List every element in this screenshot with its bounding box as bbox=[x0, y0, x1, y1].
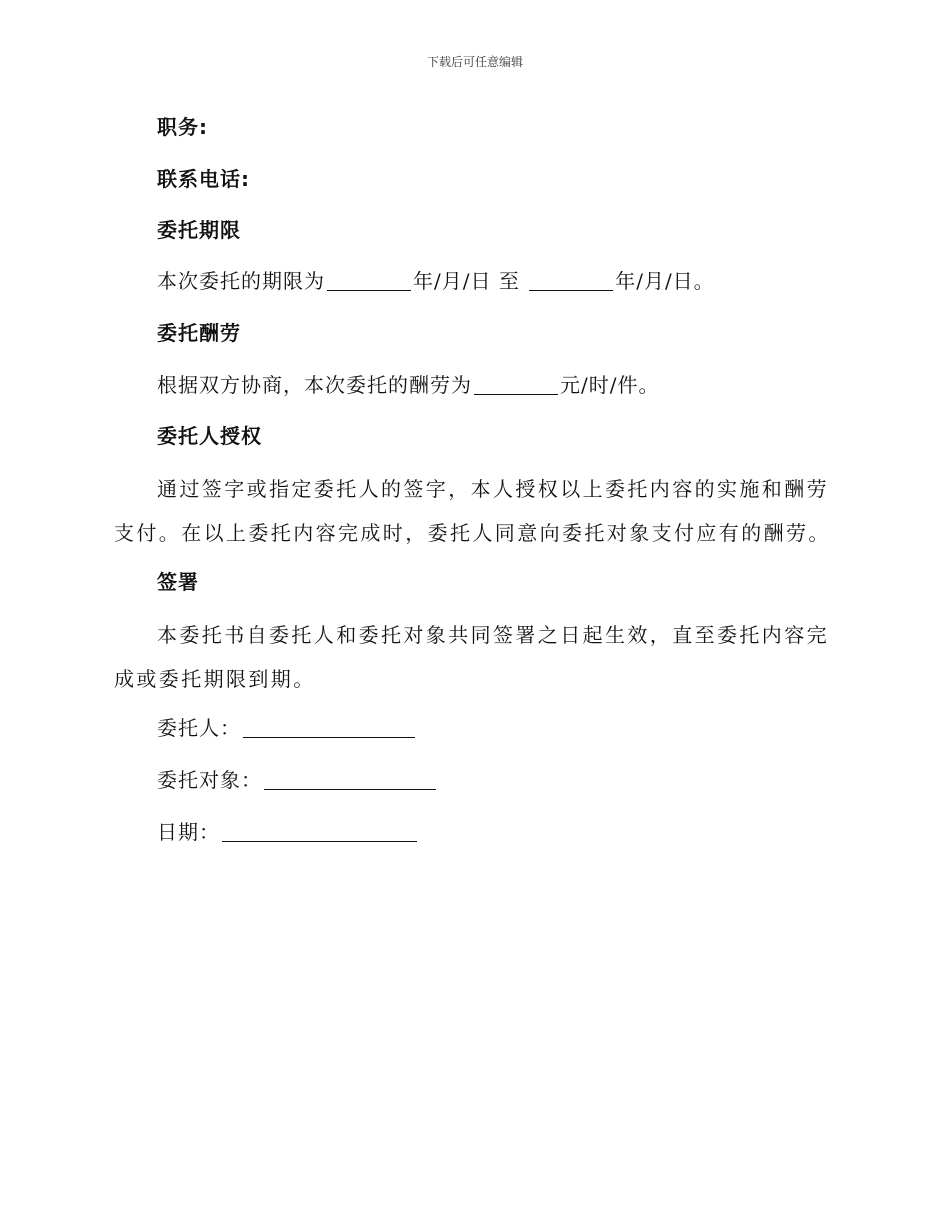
date-blank[interactable] bbox=[222, 821, 417, 842]
phone-label: 联系电话: bbox=[157, 167, 250, 191]
principal-signature-blank[interactable] bbox=[243, 717, 415, 738]
term-text-before: 本次委托的期限为 bbox=[157, 269, 325, 293]
signing-paragraph: 本委托书自委托人和委托对象共同签署之日起生效，直至委托内容完成或委托期限到期。 bbox=[114, 623, 829, 691]
fee-text-after: 元/时/件。 bbox=[560, 373, 660, 397]
agent-signature-line bbox=[157, 766, 438, 794]
term-start-blank[interactable] bbox=[327, 270, 411, 291]
fee-sentence bbox=[157, 371, 659, 399]
fee-heading: 委托酬劳 bbox=[157, 321, 241, 345]
fee-amount-blank[interactable] bbox=[474, 374, 558, 395]
date-signature-line bbox=[157, 818, 419, 846]
principal-signature-line bbox=[157, 714, 417, 742]
principal-label: 委托人： bbox=[157, 716, 241, 740]
signing-heading: 签署 bbox=[157, 570, 199, 594]
date-label: 日期： bbox=[157, 820, 220, 844]
term-end-blank[interactable] bbox=[529, 270, 613, 291]
authorization-heading: 委托人授权 bbox=[157, 424, 262, 448]
fee-text-before: 根据双方协商，本次委托的酬劳为 bbox=[157, 373, 472, 397]
authorization-paragraph: 通过签字或指定委托人的签字，本人授权以上委托内容的实施和酬劳支付。在以上委托内容完成时，委托人同意向委托对象支付应有的酬劳。 bbox=[114, 477, 831, 545]
agent-signature-blank[interactable] bbox=[264, 769, 436, 790]
term-text-after: 年/月/日。 bbox=[615, 269, 715, 293]
position-label: 职务: bbox=[157, 115, 208, 139]
term-text-middle: 年/月/日 至 bbox=[413, 269, 528, 293]
page-header-note: 下载后可任意编辑 bbox=[426, 55, 523, 69]
agent-label: 委托对象： bbox=[157, 768, 262, 792]
term-sentence bbox=[157, 267, 715, 295]
term-heading: 委托期限 bbox=[157, 218, 241, 242]
